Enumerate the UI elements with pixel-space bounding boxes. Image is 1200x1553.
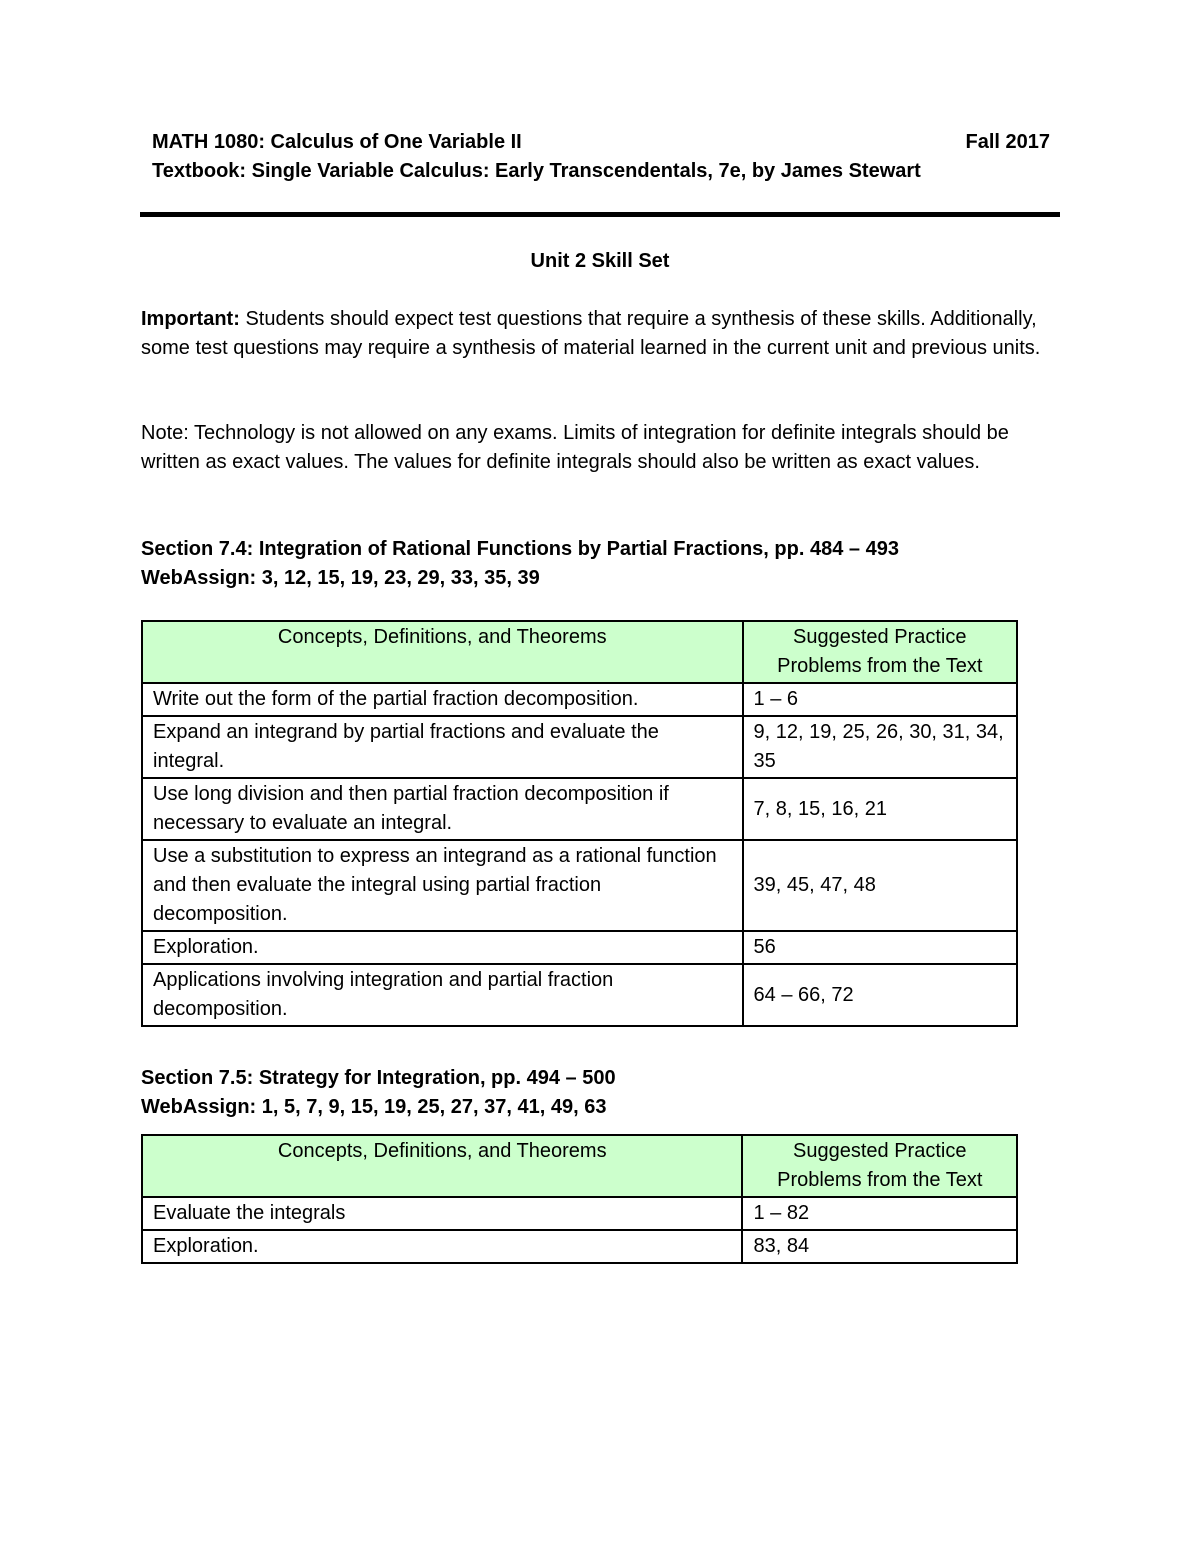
table-row bbox=[142, 964, 1017, 1026]
webassign-list: WebAssign: 1, 5, 7, 9, 15, 19, 25, 27, 37, 41, 49, 63 bbox=[141, 1096, 607, 1118]
section-7-5-heading bbox=[141, 1064, 1061, 1122]
problems-cell: 83, 84 bbox=[742, 1230, 1017, 1263]
section-7-4-heading bbox=[141, 535, 1061, 593]
note-paragraph: Note: Technology is not allowed on any exams. Limits of integration for definite integrals should be written as exact values. The values for definite integrals should also be written as exact values. bbox=[141, 422, 1009, 473]
table-row bbox=[142, 931, 1017, 964]
problems-cell: 39, 45, 47, 48 bbox=[743, 840, 1017, 931]
problems-column-header: Suggested Practice Problems from the Text bbox=[742, 1135, 1017, 1197]
skills-table-7-4 bbox=[141, 620, 1018, 1027]
table-row bbox=[142, 1230, 1017, 1263]
skills-table-7-5 bbox=[141, 1134, 1018, 1264]
section-title: Section 7.5: Strategy for Integration, pp. 494 – 500 bbox=[141, 1067, 616, 1089]
concept-cell: Expand an integrand by partial fractions and evaluate the integral. bbox=[142, 716, 743, 778]
concept-cell: Use a substitution to express an integrand as a rational function and then evaluate the integral using partial fraction decomposition. bbox=[142, 840, 743, 931]
concept-cell: Exploration. bbox=[142, 1230, 742, 1263]
concepts-column-header: Concepts, Definitions, and Theorems bbox=[142, 1135, 742, 1197]
unit-title: Unit 2 Skill Set bbox=[530, 250, 670, 272]
table-row bbox=[142, 716, 1017, 778]
problems-column-header: Suggested Practice Problems from the Text bbox=[743, 621, 1017, 683]
table-header-row bbox=[142, 1135, 1017, 1197]
table-row bbox=[142, 840, 1017, 931]
table-row bbox=[142, 683, 1017, 716]
textbook-line: Textbook: Single Variable Calculus: Early Transcendentals, 7e, by James Stewart bbox=[152, 160, 921, 182]
problems-cell: 1 – 82 bbox=[742, 1197, 1017, 1230]
important-text: Students should expect test questions that require a synthesis of these skills. Additionally, some test questions may require a synthesis of material learned in the current unit and previous units. bbox=[141, 308, 1041, 359]
problems-cell: 56 bbox=[743, 931, 1017, 964]
section-title: Section 7.4: Integration of Rational Functions by Partial Fractions, pp. 484 – 493 bbox=[141, 538, 899, 560]
header-divider bbox=[140, 212, 1060, 217]
concepts-column-header: Concepts, Definitions, and Theorems bbox=[142, 621, 743, 683]
table-row bbox=[142, 1197, 1017, 1230]
concept-cell: Exploration. bbox=[142, 931, 743, 964]
important-label: Important: bbox=[141, 308, 240, 330]
problems-cell: 9, 12, 19, 25, 26, 30, 31, 34, 35 bbox=[743, 716, 1017, 778]
course-title: MATH 1080: Calculus of One Variable II bbox=[152, 131, 522, 153]
concept-cell: Evaluate the integrals bbox=[142, 1197, 742, 1230]
problems-cell: 7, 8, 15, 16, 21 bbox=[743, 778, 1017, 840]
table-header-row bbox=[142, 621, 1017, 683]
concept-cell: Use long division and then partial fraction decomposition if necessary to evaluate an integral. bbox=[142, 778, 743, 840]
document-header bbox=[152, 128, 1050, 186]
problems-cell: 64 – 66, 72 bbox=[743, 964, 1017, 1026]
important-paragraph bbox=[141, 305, 1066, 363]
webassign-list: WebAssign: 3, 12, 15, 19, 23, 29, 33, 35, 39 bbox=[141, 567, 540, 589]
table-row bbox=[142, 778, 1017, 840]
problems-cell: 1 – 6 bbox=[743, 683, 1017, 716]
term-label: Fall 2017 bbox=[965, 131, 1050, 153]
concept-cell: Write out the form of the partial fraction decomposition. bbox=[142, 683, 743, 716]
concept-cell: Applications involving integration and partial fraction decomposition. bbox=[142, 964, 743, 1026]
